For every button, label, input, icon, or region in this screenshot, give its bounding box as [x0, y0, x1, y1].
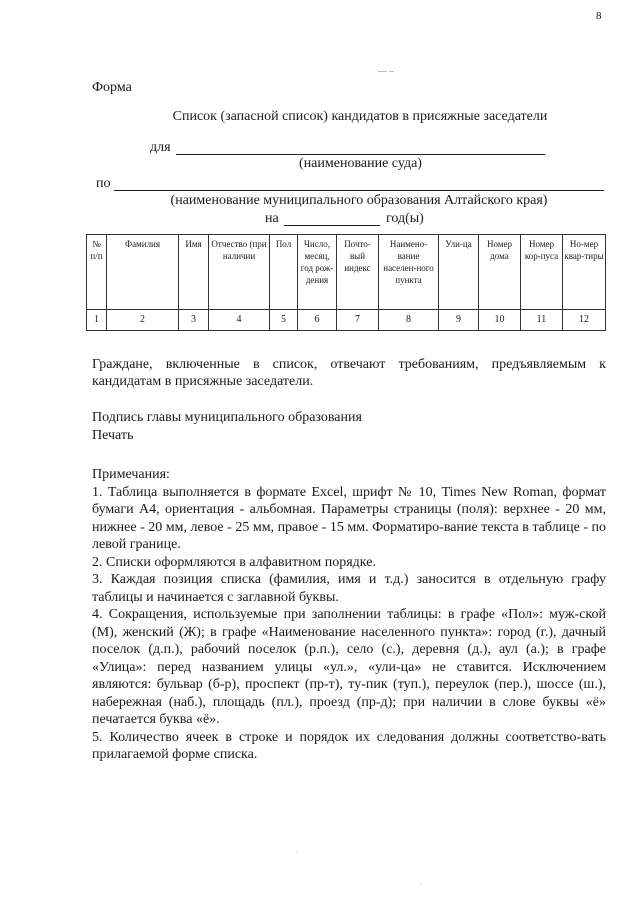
municipality-caption: (наименование муниципального образования Алтайского края)	[170, 193, 548, 208]
note-item: 1. Таблица выполняется в формате Excel, шрифт № 10, Times New Roman, формат бумаги А4, ориентация - альбомная. Параметры страницы (поля): верхнее - 20 мм, нижнее - 20 мм, левое - 25 мм, правое - 15 мм. Форматиро-вание текста в таблице - по левой границе.	[92, 484, 606, 552]
table-header-cell: Фамилия	[107, 235, 179, 310]
form-label: Форма	[92, 80, 132, 95]
top-mark: — –	[378, 66, 394, 76]
table-header-cell: Пол	[270, 235, 298, 310]
table-number-cell: 11	[521, 310, 563, 331]
note-item: 5. Количество ячеек в строке и порядок их следования должны соответство-вать прилагаемой форме списка.	[92, 729, 606, 762]
table-number-row	[87, 310, 606, 331]
year-blank-line	[284, 210, 380, 226]
table-number-cell: 10	[479, 310, 521, 331]
notes-section	[92, 466, 606, 764]
table-number-cell: 2	[107, 310, 179, 331]
table-number-cell: 8	[379, 310, 439, 331]
table-header-cell: Почто-вый индекс	[337, 235, 379, 310]
table-header-cell: Номер дома	[479, 235, 521, 310]
table-number-cell: 12	[563, 310, 606, 331]
year-label: год(ы)	[386, 211, 424, 226]
table-header-cell: Имя	[179, 235, 209, 310]
table-number-cell: 6	[298, 310, 337, 331]
scan-speck: ·	[296, 848, 299, 857]
on-label: на	[265, 211, 279, 226]
court-caption: (наименование суда)	[299, 156, 422, 171]
table-header-cell: Число, месяц, год рож-дения	[298, 235, 337, 310]
court-blank-line	[176, 139, 545, 155]
note-item: 2. Списки оформляются в алфавитном порядке.	[92, 554, 376, 570]
scan-speck: ·	[420, 880, 423, 889]
table-header-cell: Номер кор-пуса	[521, 235, 563, 310]
table-header-cell: Ули-ца	[439, 235, 479, 310]
notes-title: Примечания:	[92, 467, 170, 482]
by-label: по	[96, 176, 111, 191]
document-title: Список (запасной список) кандидатов в присяжные заседатели	[172, 109, 548, 124]
candidates-table	[86, 234, 606, 331]
table-header-cell: Наимено-вание населен-ного пункта	[379, 235, 439, 310]
table-number-cell: 5	[270, 310, 298, 331]
table-header-cell: Но-мер квар-тиры	[563, 235, 606, 310]
citizens-statement: Граждане, включенные в список, отвечают требованиям, предъявляемым к кандидатам в присяжные заседатели.	[92, 357, 606, 389]
table-number-cell: 1	[87, 310, 107, 331]
page-number: 8	[596, 10, 602, 22]
table-number-cell: 4	[209, 310, 270, 331]
stamp-line: Печать	[92, 428, 134, 443]
table-number-cell: 3	[179, 310, 209, 331]
municipality-blank-line	[114, 175, 604, 191]
signature-line: Подпись главы муниципального образования	[92, 410, 362, 425]
table-number-cell: 7	[337, 310, 379, 331]
for-label: для	[150, 140, 171, 155]
table-number-cell: 9	[439, 310, 479, 331]
note-item: 3. Каждая позиция списка (фамилия, имя и т.д.) заносится в отдельную графу таблицы и начинается с заглавной буквы.	[92, 572, 606, 605]
note-item: 4. Сокращения, используемые при заполнении таблицы: в графе «Пол»: муж-ской (М), женский (Ж); в графе «Наименование населенного пункта»: город (г.), дачный поселок (д.п.), рабочий поселок (р.п.), село (с.), деревня (д.), аул (а.); в графе «Улица»: перед названием улицы «ул.», «ули-ца» не ставится. Исключением являются: бульвар (б-р), проспект (пр-т), ту-пик (туп.), переулок (пер.), шоссе (ш.), набережная (наб.), площадь (пл.), проезд (пр-д); при наличии в слове буквы «ё» печатается буква «ё».	[92, 607, 606, 727]
table-header-row	[87, 235, 606, 310]
table-header-cell: № п/п	[87, 235, 107, 310]
table-header-cell: Отчество (при наличии	[209, 235, 270, 310]
